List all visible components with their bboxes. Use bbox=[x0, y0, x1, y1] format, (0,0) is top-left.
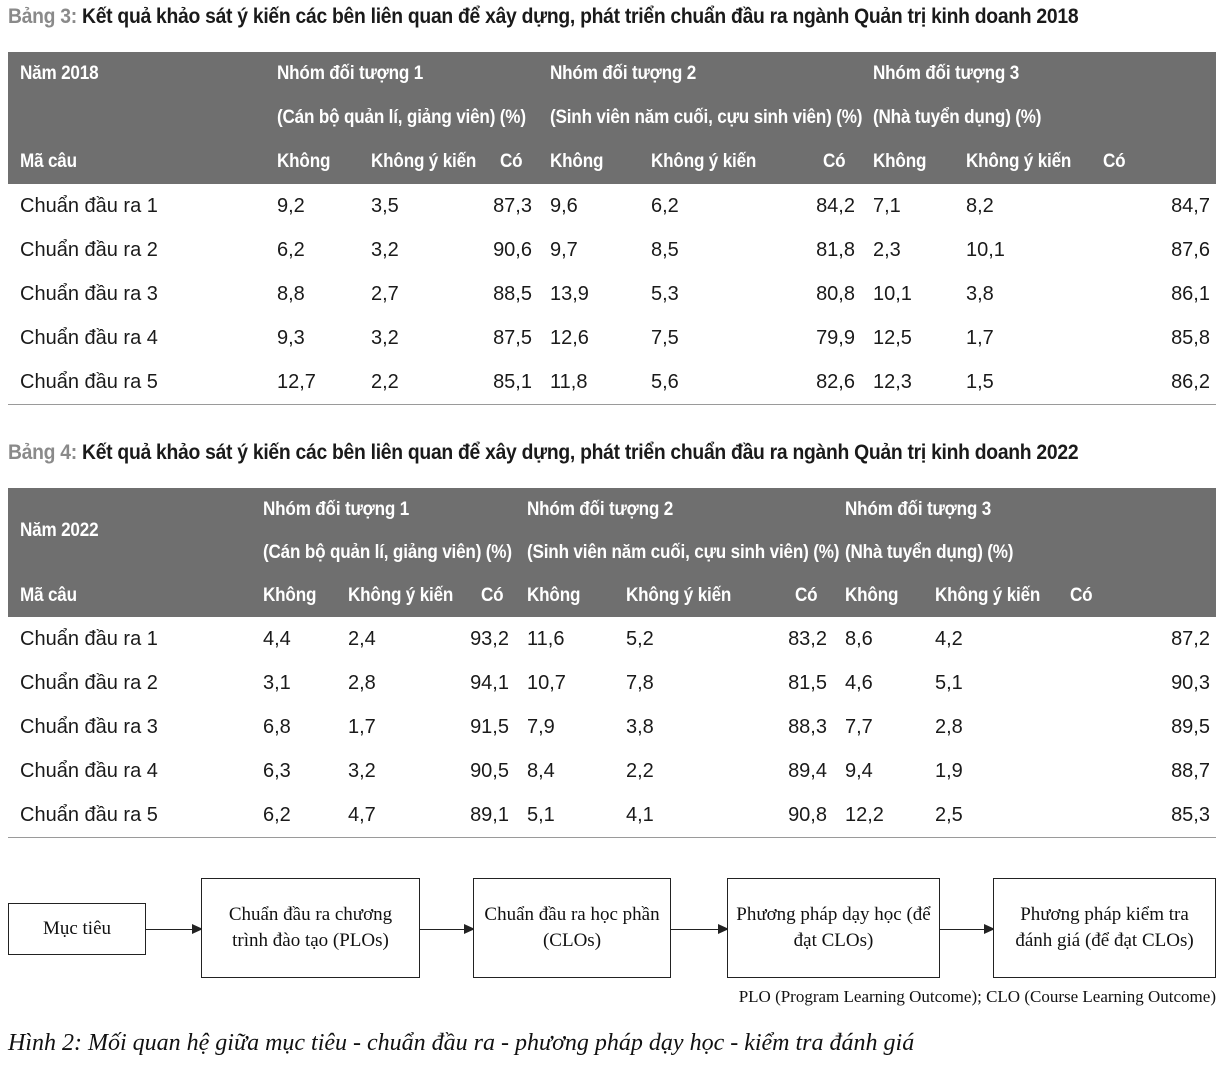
table-cell: 83,2 bbox=[783, 617, 833, 661]
table-cell: 82,6 bbox=[811, 360, 861, 405]
table4-col-khong: Không bbox=[263, 584, 317, 606]
diagram-box-assessment-text: Phương pháp kiểm tra đánh giá (để đạt CLOs) bbox=[1015, 904, 1194, 951]
table-cell: 9,4 bbox=[833, 749, 923, 793]
diagram-box-clos-text: Chuẩn đầu ra học phần (CLOs) bbox=[484, 904, 660, 951]
table-cell: 88,3 bbox=[783, 705, 833, 749]
table-cell: 2,8 bbox=[923, 705, 1058, 749]
table4-caption bbox=[8, 441, 1078, 465]
table-cell: 3,2 bbox=[359, 228, 488, 272]
diagram-arrow-3 bbox=[671, 929, 727, 930]
table-cell: 6,2 bbox=[265, 228, 359, 272]
table3-group3-sub: (Nhà tuyển dụng) (%) bbox=[873, 107, 1042, 128]
table-cell: 8,5 bbox=[639, 228, 811, 272]
table3-group1-sub: (Cán bộ quản lí, giảng viên) (%) bbox=[277, 107, 526, 128]
table-cell: 4,1 bbox=[614, 793, 783, 838]
table-cell: 7,9 bbox=[515, 705, 614, 749]
table4 bbox=[8, 488, 1216, 838]
table-cell: 10,1 bbox=[861, 272, 954, 316]
table-cell: 9,2 bbox=[265, 184, 359, 228]
table3-col-khong: Không bbox=[277, 151, 331, 172]
table-cell: 8,8 bbox=[265, 272, 359, 316]
table-row bbox=[8, 793, 1216, 838]
row-label: Chuẩn đầu ra 1 bbox=[8, 184, 265, 228]
row-label: Chuẩn đầu ra 2 bbox=[8, 228, 265, 272]
table-cell: 11,8 bbox=[538, 360, 639, 405]
diagram-box-muc-tieu-text: Mục tiêu bbox=[42, 918, 112, 939]
table3-group1-name: Nhóm đối tượng 1 bbox=[277, 63, 424, 84]
table3-col-co: Có bbox=[1103, 151, 1126, 172]
table3-col-khong-y-kien: Không ý kiến bbox=[651, 151, 757, 172]
table3-group2-name: Nhóm đối tượng 2 bbox=[550, 63, 697, 84]
table-cell: 6,3 bbox=[251, 749, 336, 793]
table-cell: 2,2 bbox=[359, 360, 488, 405]
table-cell: 89,4 bbox=[783, 749, 833, 793]
table-cell: 93,2 bbox=[469, 617, 515, 661]
table3-caption bbox=[8, 5, 1078, 29]
table-row bbox=[8, 749, 1216, 793]
table-cell: 1,7 bbox=[336, 705, 469, 749]
table4-col-co: Có bbox=[795, 584, 818, 606]
table-cell: 87,5 bbox=[488, 316, 538, 360]
table4-code-label: Mã câu bbox=[20, 584, 77, 606]
row-label: Chuẩn đầu ra 4 bbox=[8, 316, 265, 360]
table-cell: 2,5 bbox=[923, 793, 1058, 838]
diagram-box-clos bbox=[473, 878, 671, 978]
row-label: Chuẩn đầu ra 5 bbox=[8, 360, 265, 405]
table-cell: 81,5 bbox=[783, 661, 833, 705]
table-cell: 8,4 bbox=[515, 749, 614, 793]
table-cell: 8,2 bbox=[954, 184, 1091, 228]
table4-col-khong-y-kien: Không ý kiến bbox=[626, 584, 732, 606]
table4-col-khong: Không bbox=[845, 584, 899, 606]
table3-col-khong: Không bbox=[873, 151, 927, 172]
table3-col-co: Có bbox=[823, 151, 846, 172]
table-row bbox=[8, 360, 1216, 405]
table-cell: 12,2 bbox=[833, 793, 923, 838]
diagram-arrow-2 bbox=[420, 929, 473, 930]
table4-col-co: Có bbox=[481, 584, 504, 606]
diagram-box-assessment bbox=[993, 878, 1216, 978]
table-cell: 80,8 bbox=[811, 272, 861, 316]
table4-label: Bảng 4: bbox=[8, 441, 77, 464]
table-cell: 4,7 bbox=[336, 793, 469, 838]
table-cell: 7,1 bbox=[861, 184, 954, 228]
table-cell: 6,2 bbox=[251, 793, 336, 838]
diagram-box-plos-text: Chuẩn đầu ra chương trình đào tạo (PLOs) bbox=[228, 904, 393, 951]
table4-group3-sub: (Nhà tuyển dụng) (%) bbox=[845, 541, 1014, 563]
table-cell: 91,5 bbox=[469, 705, 515, 749]
table-cell: 9,7 bbox=[538, 228, 639, 272]
table4-col-khong-y-kien: Không ý kiến bbox=[935, 584, 1041, 606]
table-cell: 94,1 bbox=[469, 661, 515, 705]
table-cell: 9,6 bbox=[538, 184, 639, 228]
table-cell: 3,1 bbox=[251, 661, 336, 705]
diagram-box-muc-tieu bbox=[8, 903, 146, 955]
row-label: Chuẩn đầu ra 5 bbox=[8, 793, 251, 838]
table-cell: 5,1 bbox=[923, 661, 1058, 705]
table3-title: Kết quả khảo sát ý kiến các bên liên quan để xây dựng, phát triển chuẩn đầu ra ngành Quản trị kinh doanh 2018 bbox=[82, 5, 1079, 28]
table3-code-label: Mã câu bbox=[20, 151, 77, 172]
table-cell: 87,6 bbox=[1091, 228, 1216, 272]
table-cell: 2,8 bbox=[336, 661, 469, 705]
table-cell: 84,2 bbox=[811, 184, 861, 228]
table-cell: 90,5 bbox=[469, 749, 515, 793]
table-cell: 85,3 bbox=[1058, 793, 1216, 838]
table-row bbox=[8, 272, 1216, 316]
table4-group1-name: Nhóm đối tượng 1 bbox=[263, 498, 410, 520]
table-cell: 13,9 bbox=[538, 272, 639, 316]
table-cell: 12,3 bbox=[861, 360, 954, 405]
diagram-box-plos bbox=[201, 878, 420, 978]
table3-label: Bảng 3: bbox=[8, 5, 77, 28]
table-cell: 5,2 bbox=[614, 617, 783, 661]
diagram-box-teaching bbox=[727, 878, 940, 978]
row-label: Chuẩn đầu ra 3 bbox=[8, 705, 251, 749]
table-cell: 88,5 bbox=[488, 272, 538, 316]
table-cell: 1,5 bbox=[954, 360, 1091, 405]
table-cell: 3,8 bbox=[954, 272, 1091, 316]
table4-body bbox=[8, 617, 1216, 838]
table4-col-khong-y-kien: Không ý kiến bbox=[348, 584, 454, 606]
table-cell: 4,2 bbox=[923, 617, 1058, 661]
table-cell: 4,6 bbox=[833, 661, 923, 705]
diagram-box-teaching-text: Phương pháp dạy học (để đạt CLOs) bbox=[736, 904, 931, 951]
table-cell: 7,5 bbox=[639, 316, 811, 360]
table3-group2-sub: (Sinh viên năm cuối, cựu sinh viên) (%) bbox=[550, 107, 863, 128]
table-row bbox=[8, 617, 1216, 661]
table-cell: 1,7 bbox=[954, 316, 1091, 360]
table-cell: 10,7 bbox=[515, 661, 614, 705]
table4-group3-name: Nhóm đối tượng 3 bbox=[845, 498, 992, 520]
table3-col-co: Có bbox=[500, 151, 523, 172]
table-cell: 2,7 bbox=[359, 272, 488, 316]
table-cell: 6,2 bbox=[639, 184, 811, 228]
table-cell: 85,1 bbox=[488, 360, 538, 405]
table-cell: 89,5 bbox=[1058, 705, 1216, 749]
table-cell: 12,7 bbox=[265, 360, 359, 405]
table-cell: 7,7 bbox=[833, 705, 923, 749]
table-cell: 2,2 bbox=[614, 749, 783, 793]
table3-col-khong-y-kien: Không ý kiến bbox=[966, 151, 1072, 172]
table-cell: 2,4 bbox=[336, 617, 469, 661]
table4-year-label: Năm 2022 bbox=[20, 520, 99, 541]
table-cell: 12,5 bbox=[861, 316, 954, 360]
figure-caption: Hình 2: Mối quan hệ giữa mục tiêu - chuẩn đầu ra - phương pháp dạy học - kiểm tra đánh giá bbox=[8, 1030, 915, 1056]
table-row bbox=[8, 705, 1216, 749]
row-label: Chuẩn đầu ra 2 bbox=[8, 661, 251, 705]
table-cell: 79,9 bbox=[811, 316, 861, 360]
table-cell: 4,4 bbox=[251, 617, 336, 661]
table4-col-khong: Không bbox=[527, 584, 581, 606]
row-label: Chuẩn đầu ra 3 bbox=[8, 272, 265, 316]
table-cell: 10,1 bbox=[954, 228, 1091, 272]
table-row bbox=[8, 228, 1216, 272]
table-cell: 88,7 bbox=[1058, 749, 1216, 793]
table-row bbox=[8, 316, 1216, 360]
table-cell: 85,8 bbox=[1091, 316, 1216, 360]
table-cell: 8,6 bbox=[833, 617, 923, 661]
table-cell: 84,7 bbox=[1091, 184, 1216, 228]
table3-group3-name: Nhóm đối tượng 3 bbox=[873, 63, 1020, 84]
table-cell: 5,1 bbox=[515, 793, 614, 838]
table4-group1-sub: (Cán bộ quản lí, giảng viên) (%) bbox=[263, 541, 512, 563]
table3-body bbox=[8, 184, 1216, 405]
row-label: Chuẩn đầu ra 4 bbox=[8, 749, 251, 793]
table-cell: 5,3 bbox=[639, 272, 811, 316]
row-label: Chuẩn đầu ra 1 bbox=[8, 617, 251, 661]
table-cell: 86,1 bbox=[1091, 272, 1216, 316]
table-cell: 87,2 bbox=[1058, 617, 1216, 661]
table-cell: 3,5 bbox=[359, 184, 488, 228]
table-cell: 11,6 bbox=[515, 617, 614, 661]
table3 bbox=[8, 52, 1216, 405]
table4-group2-sub: (Sinh viên năm cuối, cựu sinh viên) (%) bbox=[527, 541, 840, 563]
table-cell: 86,2 bbox=[1091, 360, 1216, 405]
table-cell: 89,1 bbox=[469, 793, 515, 838]
table-cell: 87,3 bbox=[488, 184, 538, 228]
table3-col-khong-y-kien: Không ý kiến bbox=[371, 151, 477, 172]
table-cell: 9,3 bbox=[265, 316, 359, 360]
table-cell: 1,9 bbox=[923, 749, 1058, 793]
table-cell: 2,3 bbox=[861, 228, 954, 272]
table-cell: 12,6 bbox=[538, 316, 639, 360]
table-row bbox=[8, 661, 1216, 705]
table-cell: 5,6 bbox=[639, 360, 811, 405]
table-row bbox=[8, 184, 1216, 228]
table-cell: 81,8 bbox=[811, 228, 861, 272]
table-cell: 6,8 bbox=[251, 705, 336, 749]
table-cell: 90,8 bbox=[783, 793, 833, 838]
table-cell: 7,8 bbox=[614, 661, 783, 705]
table4-col-co: Có bbox=[1070, 584, 1093, 606]
diagram-arrow-4 bbox=[940, 929, 993, 930]
table-cell: 3,2 bbox=[336, 749, 469, 793]
table-cell: 90,3 bbox=[1058, 661, 1216, 705]
diagram-arrow-1 bbox=[146, 929, 201, 930]
table4-title: Kết quả khảo sát ý kiến các bên liên quan để xây dựng, phát triển chuẩn đầu ra ngành Quản trị kinh doanh 2022 bbox=[82, 441, 1079, 464]
table-cell: 3,8 bbox=[614, 705, 783, 749]
diagram-note: PLO (Program Learning Outcome); CLO (Course Learning Outcome) bbox=[738, 987, 1216, 1006]
table4-group2-name: Nhóm đối tượng 2 bbox=[527, 498, 674, 520]
table3-col-khong: Không bbox=[550, 151, 604, 172]
table-cell: 90,6 bbox=[488, 228, 538, 272]
table-cell: 3,2 bbox=[359, 316, 488, 360]
table3-year-label: Năm 2018 bbox=[20, 63, 99, 84]
